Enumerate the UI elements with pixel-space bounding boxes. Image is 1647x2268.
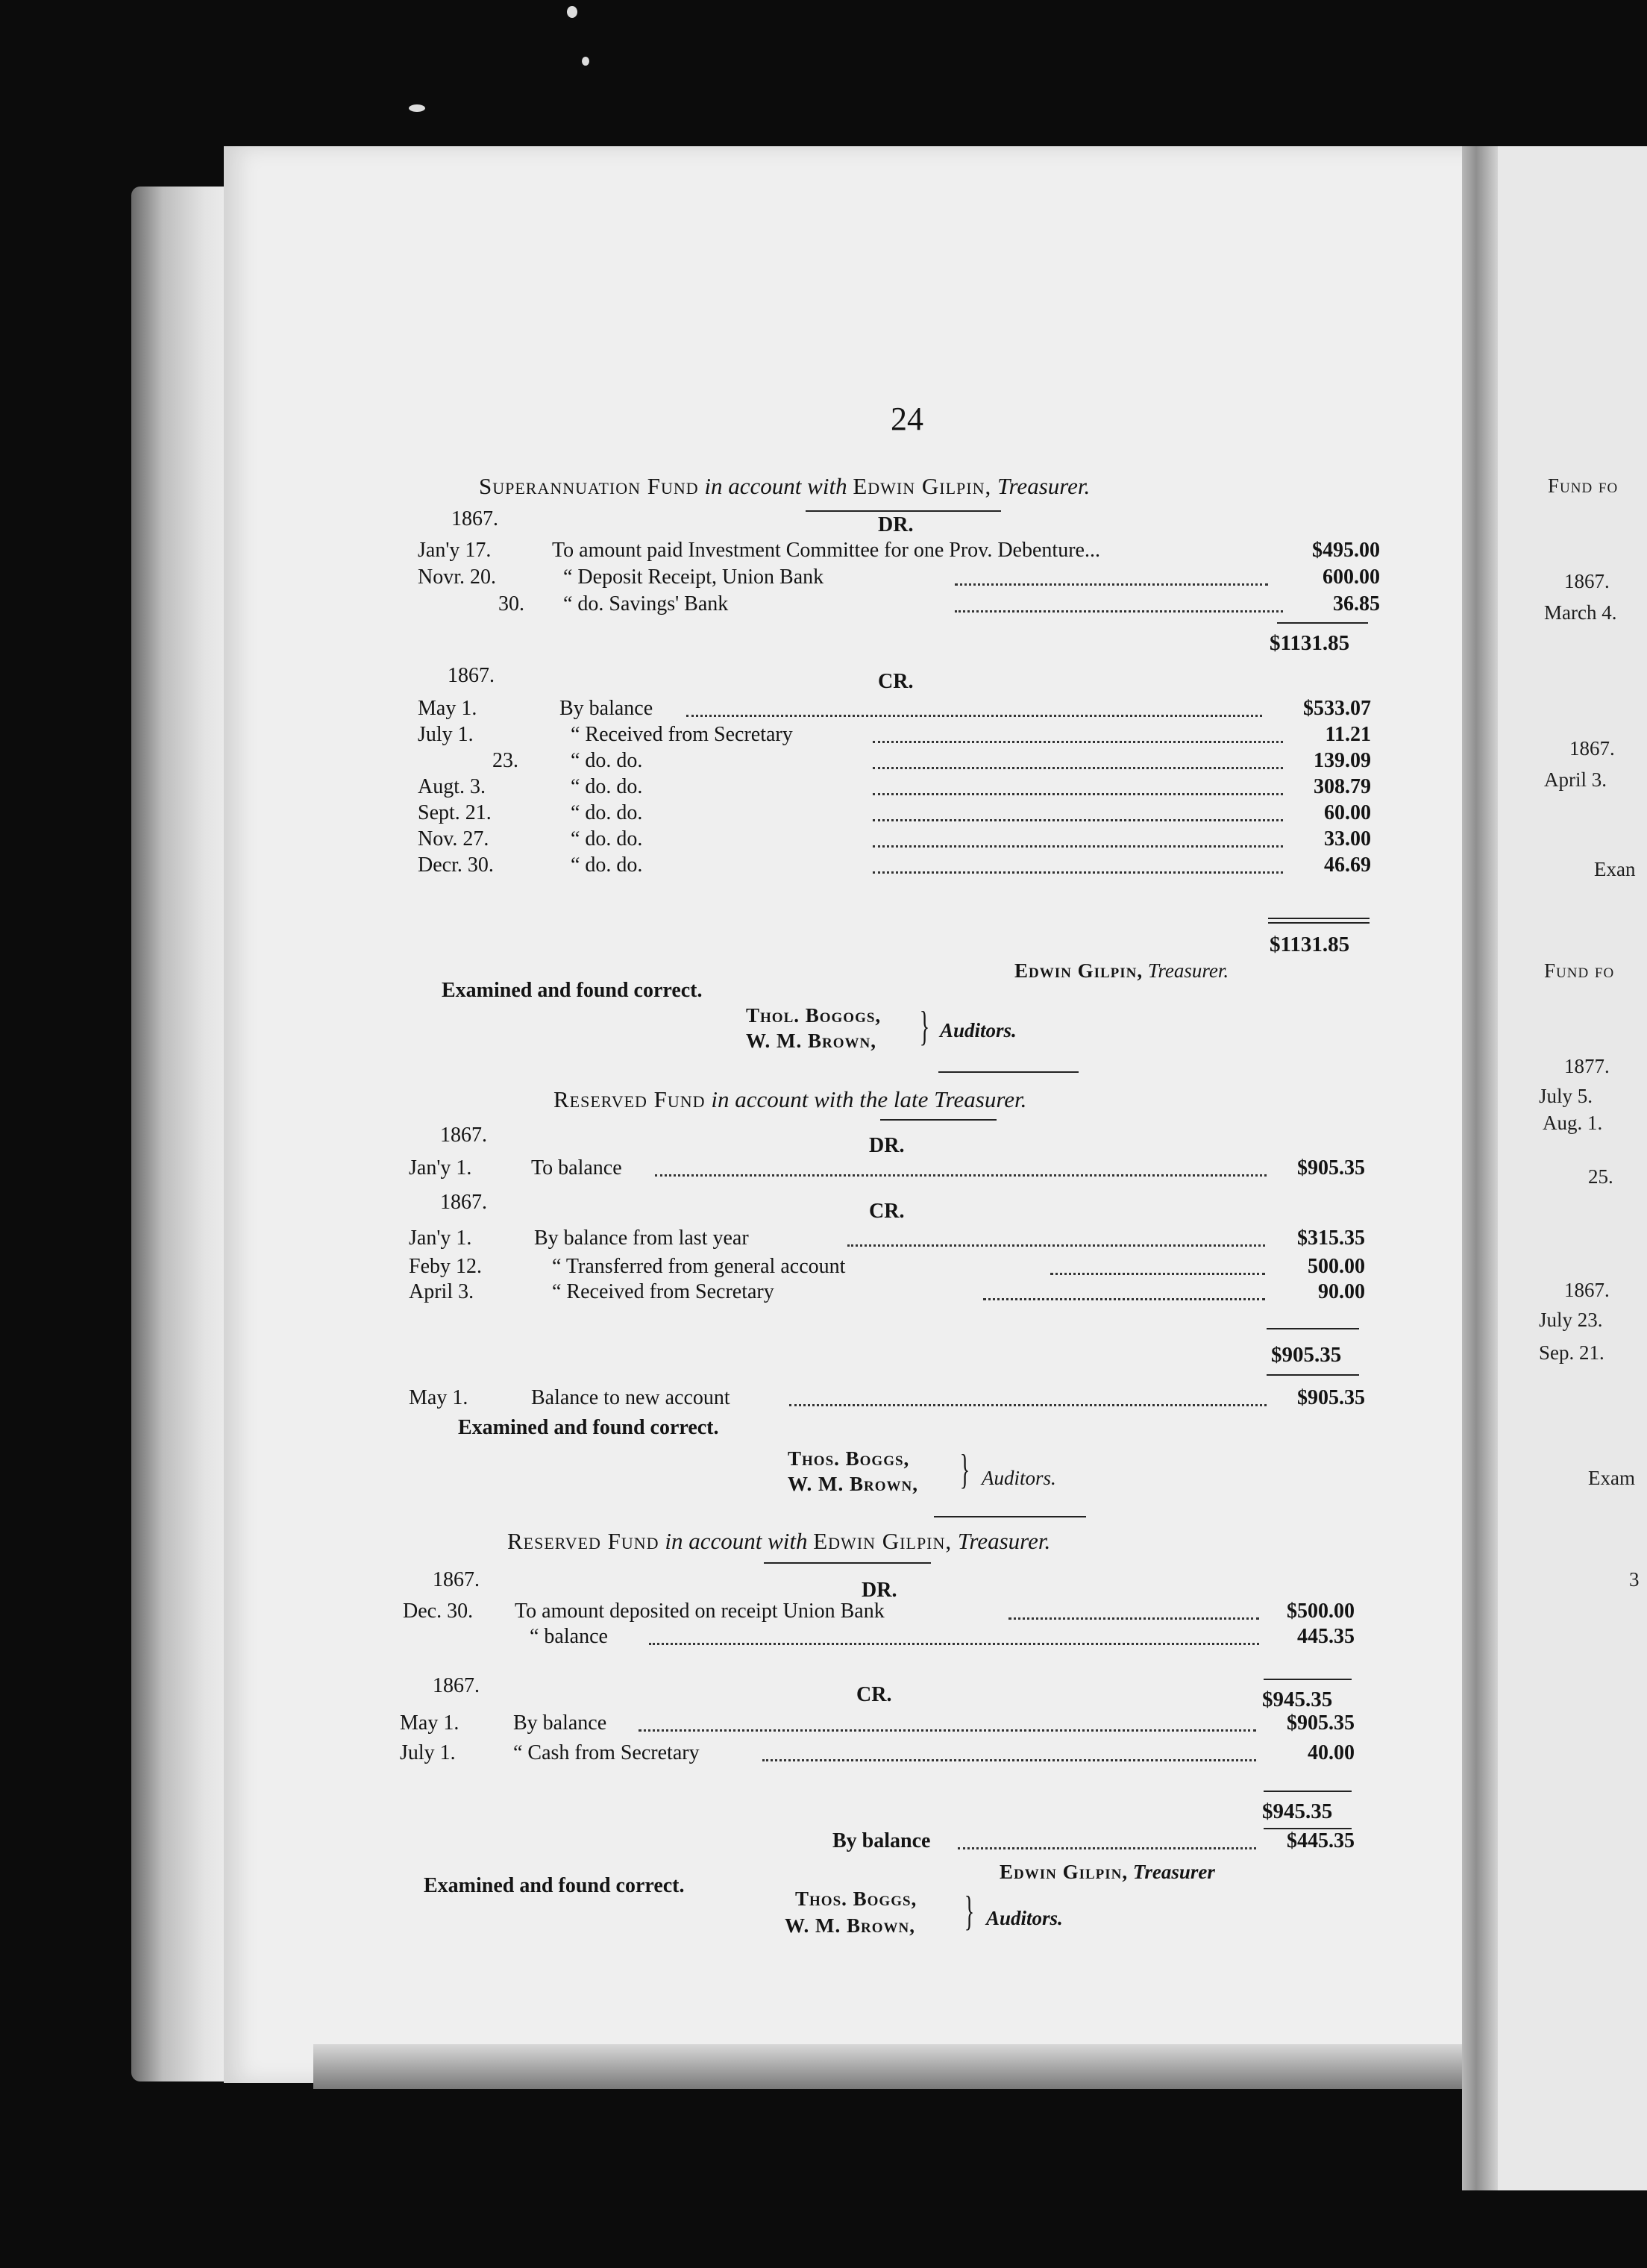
facing-page-text: Fund fo	[1548, 474, 1619, 497]
dr-total: $1131.85	[1270, 631, 1350, 655]
leader-dots	[1008, 1617, 1259, 1620]
dust-speck	[409, 104, 425, 112]
ledger-page	[224, 146, 1484, 2083]
cr-year: 1867.	[433, 1674, 480, 1697]
leader-dots	[873, 871, 1283, 874]
dr-label: DR.	[878, 513, 914, 536]
cr-total: $945.35	[1262, 1799, 1333, 1823]
dr-label: DR.	[869, 1134, 905, 1157]
cr-total: $905.35	[1271, 1343, 1342, 1367]
heading-fund-name: Reserved Fund	[507, 1528, 659, 1554]
total-rule	[1264, 1791, 1352, 1792]
row-date: July 1.	[400, 1741, 456, 1764]
auditors-label: Auditors.	[982, 1467, 1056, 1489]
row-date: 30.	[498, 592, 524, 615]
row-amount: 139.09	[1314, 749, 1371, 772]
heading-treasurer-title: Treasurer.	[957, 1528, 1051, 1554]
row-date: Nov. 27.	[418, 827, 489, 850]
row-date: Jan'y 17.	[418, 539, 492, 562]
row-description: To balance	[531, 1156, 622, 1180]
ledger-row	[418, 853, 1371, 879]
dr-label: DR.	[862, 1579, 897, 1602]
row-amount: 60.00	[1324, 801, 1371, 824]
row-date: July 1.	[418, 723, 474, 746]
auditor-brace: }	[919, 1003, 930, 1050]
row-amount: $495.00	[1312, 539, 1380, 562]
leader-dots	[873, 819, 1283, 821]
facing-page-text: Aug. 1.	[1543, 1112, 1603, 1134]
examined-note: Examined and found correct.	[424, 1874, 685, 1897]
auditor-name: Thol. Bogogs,	[746, 1004, 882, 1027]
ledger-row	[418, 566, 1380, 591]
row-amount: 11.21	[1325, 723, 1371, 746]
heading-fund-name: Reserved Fund	[553, 1086, 706, 1112]
row-description: “ do. do.	[571, 775, 643, 798]
section-rule	[934, 1516, 1086, 1517]
ledger-row	[409, 1255, 1365, 1280]
row-description: “ Transferred from general account	[552, 1255, 846, 1278]
reserved-late-heading	[553, 1086, 1026, 1113]
heading-rule	[806, 510, 1001, 512]
ledger-row	[409, 1386, 1365, 1412]
cr-label: CR.	[856, 1683, 892, 1706]
row-amount: 33.00	[1324, 827, 1371, 850]
row-amount: 445.35	[1297, 1625, 1355, 1648]
heading-in-account: in account with	[704, 473, 847, 499]
leader-dots	[955, 583, 1268, 586]
facing-page	[1498, 146, 1647, 2190]
facing-page-text: March 4.	[1544, 601, 1617, 624]
cr-year: 1867.	[440, 1191, 487, 1214]
superannuation-heading	[479, 473, 1090, 500]
auditor-name: W. M. Brown,	[788, 1473, 918, 1495]
heading-in-account: in account with	[665, 1528, 808, 1554]
auditors-label: Auditors.	[940, 1019, 1017, 1041]
row-date: Feby 12.	[409, 1255, 482, 1278]
ledger-row	[403, 1625, 1355, 1650]
row-date: May 1.	[409, 1386, 468, 1409]
heading-rule	[880, 1119, 997, 1121]
ledger-row	[400, 1741, 1355, 1767]
dr-year: 1867.	[451, 507, 498, 530]
ledger-row	[418, 827, 1371, 853]
ledger-row	[418, 749, 1371, 774]
facing-page-text: Exan	[1594, 858, 1636, 880]
row-amount: $905.35	[1297, 1386, 1365, 1409]
page-bottom-edge	[313, 2044, 1477, 2089]
total-rule	[1277, 622, 1368, 624]
dust-speck	[582, 57, 589, 66]
facing-page-text: 3	[1629, 1568, 1640, 1591]
leader-dots	[655, 1174, 1267, 1177]
facing-page-text: 25.	[1588, 1165, 1613, 1188]
leader-dots	[639, 1729, 1256, 1732]
auditor-name: W. M. Brown,	[746, 1030, 876, 1052]
row-date: Decr. 30.	[418, 853, 494, 877]
auditor-brace: }	[959, 1447, 970, 1493]
row-description: “ do. do.	[571, 827, 643, 850]
leader-dots	[873, 845, 1283, 848]
heading-treasurer-name: Edwin Gilpin,	[853, 473, 992, 499]
auditor-brace: }	[964, 1888, 975, 1935]
ledger-row	[418, 723, 1371, 748]
row-date: 23.	[492, 749, 518, 772]
row-date: Sept. 21.	[418, 801, 492, 824]
row-date: April 3.	[409, 1280, 474, 1303]
leader-dots	[983, 1298, 1265, 1300]
row-date: Jan'y 1.	[409, 1227, 472, 1250]
facing-page-text: Fund fo	[1544, 959, 1615, 982]
row-amount: 308.79	[1314, 775, 1371, 798]
leader-dots	[649, 1643, 1259, 1645]
ledger-row	[418, 775, 1371, 801]
row-description: “ do. do.	[571, 749, 643, 772]
row-date: Augt. 3.	[418, 775, 486, 798]
ledger-row	[403, 1600, 1355, 1625]
ledger-row	[418, 801, 1371, 827]
row-description: “ do. Savings' Bank	[563, 592, 729, 615]
leader-dots	[873, 741, 1283, 743]
facing-page-text: July 23.	[1539, 1309, 1603, 1331]
heading-rule	[764, 1562, 931, 1564]
heading-in-account: in account with the late Treasurer.	[711, 1086, 1027, 1112]
treasurer-signature: Edwin Gilpin, Treasurer.	[1014, 959, 1229, 982]
row-amount: $445.35	[1287, 1829, 1355, 1852]
row-amount: 46.69	[1324, 853, 1371, 877]
row-amount: 90.00	[1318, 1280, 1365, 1303]
ledger-row	[418, 697, 1371, 722]
heading-treasurer-title: Treasurer.	[997, 473, 1091, 499]
dr-total: $945.35	[1262, 1688, 1333, 1711]
leader-dots	[1050, 1273, 1265, 1275]
row-date: Novr. 20.	[418, 566, 496, 589]
page-number: 24	[891, 401, 923, 437]
row-description: “ do. do.	[571, 801, 643, 824]
row-amount: 500.00	[1308, 1255, 1365, 1278]
total-rule	[1268, 922, 1370, 924]
row-amount: $905.35	[1287, 1711, 1355, 1735]
row-description: Balance to new account	[531, 1386, 730, 1409]
row-amount: $315.35	[1297, 1227, 1365, 1250]
treasurer-signature: Edwin Gilpin, Treasurer	[1000, 1861, 1215, 1883]
auditors-label: Auditors.	[986, 1907, 1063, 1929]
leader-dots	[955, 610, 1283, 613]
leader-dots	[873, 793, 1283, 795]
leader-dots	[958, 1847, 1256, 1849]
row-description: “ Cash from Secretary	[513, 1741, 700, 1764]
total-rule	[1267, 1374, 1359, 1376]
row-description: “ Deposit Receipt, Union Bank	[563, 566, 824, 589]
examined-note: Examined and found correct.	[458, 1416, 719, 1439]
dr-year: 1867.	[433, 1568, 480, 1591]
row-description: To amount paid Investment Committee for one Prov. Debenture...	[552, 539, 1100, 562]
dust-speck	[567, 6, 577, 18]
ledger-row	[418, 539, 1380, 564]
row-description: “ balance	[530, 1625, 608, 1648]
row-description: By balance	[513, 1711, 607, 1735]
facing-page-text: 1877.	[1564, 1055, 1610, 1077]
row-date: May 1.	[400, 1711, 459, 1735]
row-amount: 600.00	[1323, 566, 1380, 589]
auditor-name: Thos. Boggs,	[795, 1888, 917, 1910]
row-amount: $500.00	[1287, 1600, 1355, 1623]
row-description: “ do. do.	[571, 853, 643, 877]
leader-dots	[873, 767, 1283, 769]
total-rule	[1268, 918, 1370, 919]
cr-total: $1131.85	[1270, 933, 1350, 956]
facing-page-text: 1867.	[1564, 1279, 1610, 1301]
heading-treasurer-name: Edwin Gilpin,	[813, 1528, 953, 1554]
row-date: Dec. 30.	[403, 1600, 474, 1623]
row-date: May 1.	[418, 697, 477, 720]
row-amount: $533.07	[1303, 697, 1371, 720]
auditor-name: W. M. Brown,	[785, 1914, 915, 1937]
ledger-row	[418, 592, 1380, 618]
ledger-row	[832, 1829, 1355, 1855]
facing-page-text: Sep. 21.	[1539, 1341, 1604, 1364]
row-description: “ Received from Secretary	[552, 1280, 774, 1303]
page-edge-shadow	[131, 187, 236, 2081]
leader-dots	[762, 1759, 1256, 1761]
leader-dots	[789, 1404, 1267, 1406]
facing-page-text: April 3.	[1544, 768, 1607, 791]
reserved-gilpin-heading	[507, 1528, 1050, 1555]
auditor-name: Thos. Boggs,	[788, 1447, 910, 1470]
cr-label: CR.	[869, 1200, 905, 1223]
row-description: By balance	[832, 1829, 931, 1852]
row-amount: 36.85	[1333, 592, 1380, 615]
dr-year: 1867.	[440, 1124, 487, 1147]
facing-page-text: July 5.	[1539, 1085, 1593, 1107]
row-description: By balance	[559, 697, 653, 720]
examined-note: Examined and found correct.	[442, 979, 703, 1002]
ledger-row	[409, 1280, 1365, 1306]
cr-year: 1867.	[448, 664, 495, 687]
book-gutter	[1462, 146, 1498, 2190]
total-rule	[1264, 1679, 1352, 1680]
row-amount: $905.35	[1297, 1156, 1365, 1180]
row-description: To amount deposited on receipt Union Bank	[515, 1600, 885, 1623]
ledger-row	[409, 1227, 1365, 1252]
section-rule	[938, 1071, 1079, 1073]
cr-label: CR.	[878, 670, 914, 693]
ledger-row	[409, 1156, 1365, 1182]
total-rule	[1267, 1328, 1359, 1329]
facing-page-text: Exam	[1588, 1467, 1635, 1489]
heading-fund-name: Superannuation Fund	[479, 473, 699, 499]
leader-dots	[686, 715, 1262, 717]
row-date: Jan'y 1.	[409, 1156, 472, 1180]
row-description: “ Received from Secretary	[571, 723, 793, 746]
ledger-row	[400, 1711, 1355, 1737]
row-description: By balance from last year	[534, 1227, 749, 1250]
facing-page-text: 1867.	[1569, 737, 1615, 759]
leader-dots	[847, 1244, 1265, 1247]
facing-page-text: 1867.	[1564, 570, 1610, 592]
row-amount: 40.00	[1308, 1741, 1355, 1764]
